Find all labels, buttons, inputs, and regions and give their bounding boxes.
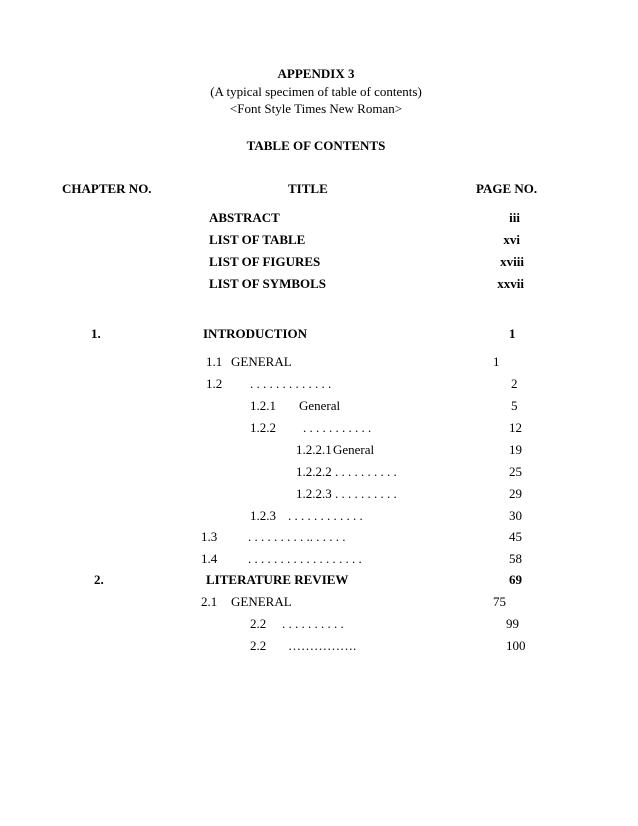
section-page: 45: [509, 529, 522, 544]
subsubsection-title: . . . . . . . . . .: [335, 486, 397, 501]
section-page: 75: [493, 594, 506, 609]
section-number: 1.1: [206, 354, 223, 369]
subsection-number: 1.2.1: [250, 398, 276, 413]
subsection-number: 1.2.2: [250, 420, 276, 435]
section-number: 1.2: [206, 376, 223, 391]
front-matter-page: xvi: [503, 232, 520, 247]
subsubsection-title: General: [333, 442, 375, 457]
chapter-number: 2.: [94, 572, 104, 587]
subsubsection-page: 29: [509, 486, 522, 501]
subsection-page: 99: [506, 616, 519, 631]
subsection-number: 1.2.3: [250, 508, 276, 523]
subsection-title: . . . . . . . . . . .: [303, 420, 372, 435]
column-title-header: TITLE: [288, 181, 328, 196]
subsection-title: . . . . . . . . . . . .: [288, 508, 363, 523]
chapter-page: 1: [509, 326, 516, 341]
section-page: 1: [493, 354, 500, 369]
subsubsection-title: . . . . . . . . . .: [335, 464, 397, 479]
section-number: 1.3: [201, 529, 218, 544]
section-title: GENERAL: [231, 354, 292, 369]
section-title: . . . . . . . . . .. . . . . .: [248, 529, 346, 544]
section-page: 2: [511, 376, 518, 391]
subsubsection-number: 1.2.2.2: [296, 464, 332, 479]
subsection-number: 2.2: [250, 616, 267, 631]
appendix-subtitle: (A typical specimen of table of contents): [210, 84, 422, 99]
chapter-title: INTRODUCTION: [203, 326, 308, 341]
section-title: . . . . . . . . . . . . . . . . . .: [248, 551, 362, 566]
subsection-title: . . . . . . . . . .: [282, 616, 344, 631]
appendix-heading: APPENDIX 3: [277, 66, 355, 81]
section-number: 1.4: [201, 551, 218, 566]
front-matter-title: LIST OF TABLE: [209, 232, 306, 247]
subsection-page: 5: [511, 398, 518, 413]
chapter-title: LITERATURE REVIEW: [206, 572, 349, 587]
front-matter-page: xxvii: [497, 276, 524, 291]
chapter-page: 69: [509, 572, 522, 587]
column-chapter-header: CHAPTER NO.: [62, 181, 152, 196]
front-matter-title: ABSTRACT: [209, 210, 280, 225]
subsection-title: General: [299, 398, 341, 413]
front-matter-title: LIST OF SYMBOLS: [209, 276, 327, 291]
section-number: 2.1: [201, 594, 218, 609]
section-title: GENERAL: [231, 594, 292, 609]
front-matter-title: LIST OF FIGURES: [209, 254, 321, 269]
front-matter-page: iii: [509, 210, 520, 225]
font-style-note: <Font Style Times New Roman>: [229, 101, 403, 116]
subsection-page: 30: [509, 508, 522, 523]
section-title: . . . . . . . . . . . . .: [250, 376, 332, 391]
subsection-page: 12: [509, 420, 522, 435]
subsection-title: …………….: [288, 638, 357, 653]
subsubsection-number: 1.2.2.3: [296, 486, 332, 501]
chapter-number: 1.: [91, 326, 101, 341]
column-page-header: PAGE NO.: [476, 181, 538, 196]
section-page: 58: [509, 551, 522, 566]
subsection-number: 2.2: [250, 638, 267, 653]
subsubsection-number: 1.2.2.1: [296, 442, 332, 457]
toc-title: TABLE OF CONTENTS: [246, 138, 386, 153]
front-matter-page: xviii: [500, 254, 524, 269]
subsubsection-page: 25: [509, 464, 522, 479]
subsection-page: 100: [506, 638, 526, 653]
subsubsection-page: 19: [509, 442, 522, 457]
